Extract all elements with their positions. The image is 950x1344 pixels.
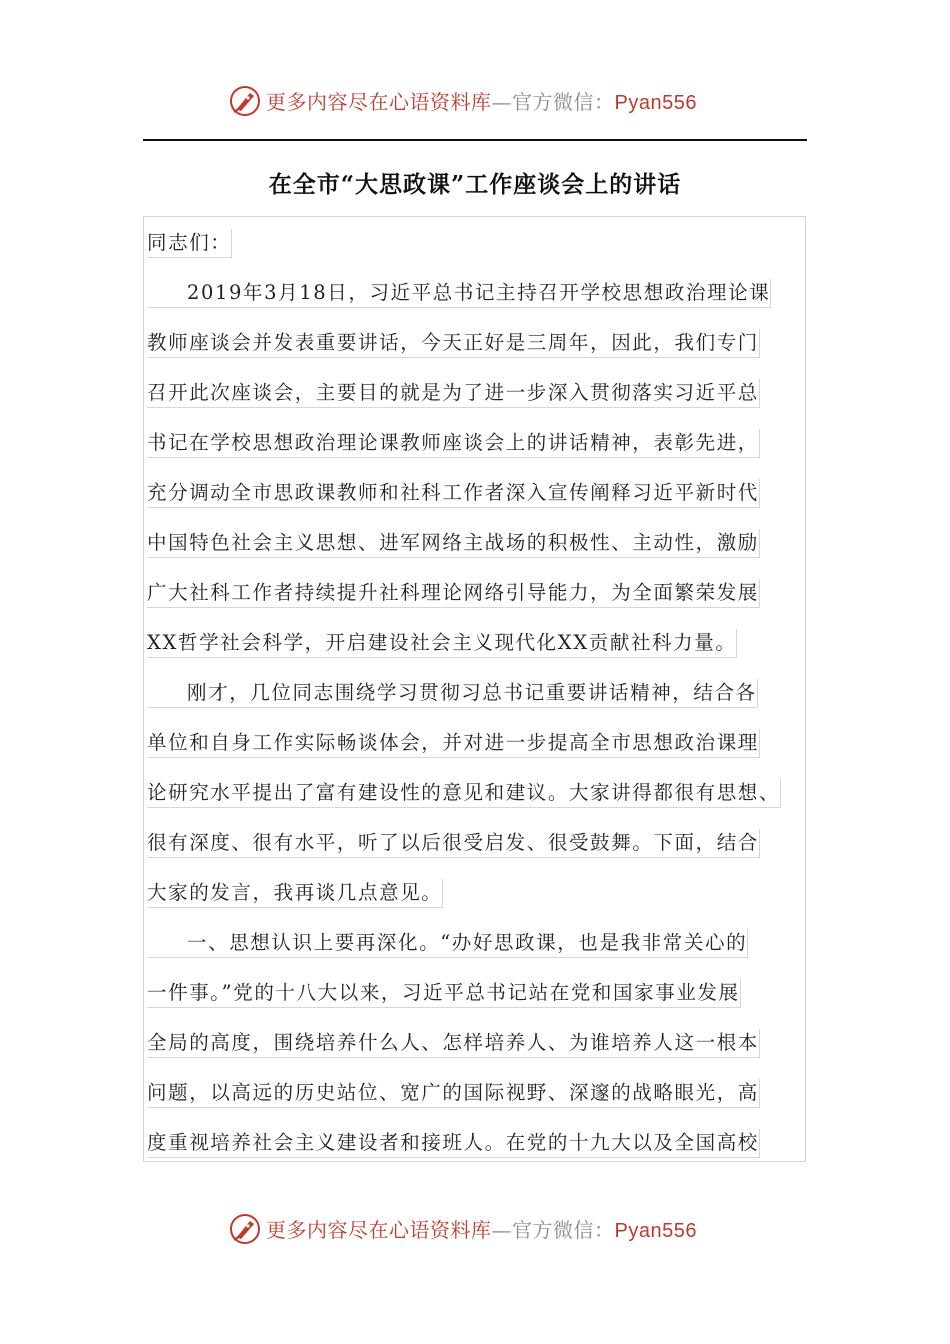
text-line: 同志们： [147, 229, 232, 258]
text-line: 大家的发言，我再谈几点意见。 [147, 879, 443, 908]
text-line: 刚才，几位同志围绕学习贯彻习总书记重要讲话精神，结合各 [147, 679, 758, 708]
text-line: 广大社科工作者持续提升社科理论网络引导能力，为全面繁荣发展 [147, 579, 760, 608]
text-line: 一、思想认识上要再深化。“办好思政课，也是我非常关心的 [147, 929, 748, 958]
text-line: 书记在学校思想政治理论课教师座谈会上的讲话精神，表彰先进， [147, 429, 760, 458]
banner-text [266, 89, 697, 116]
text-line: 论研究水平提出了富有建设性的意见和建议。大家讲得都很有思想、 [147, 779, 781, 808]
document-title: 在全市“大思政课”工作座谈会上的讲话 [268, 171, 682, 198]
text-line: 召开此次座谈会，主要目的就是为了进一步深入贯彻落实习近平总 [147, 379, 760, 408]
banner-wechat-label: 官方微信： [512, 90, 615, 114]
text-line: 全局的高度，围绕培养什么人、怎样培养人、为谁培养人这一根本 [147, 1029, 760, 1058]
text-line: 一件事。”党的十八大以来，习近平总书记站在党和国家事业发展 [147, 979, 741, 1008]
banner-wechat-id: Pyan556 [614, 1220, 697, 1242]
text-line: 单位和自身工作实际畅谈体会，并对进一步提高全市思想政治课理 [147, 729, 760, 758]
pen-nib-logo-icon [228, 1212, 262, 1246]
text-line: XX哲学社会科学，开启建设社会主义现代化XX贡献社科力量。 [147, 629, 737, 658]
banner-text [266, 1217, 697, 1244]
text-line: 教师座谈会并发表重要讲话，今天正好是三周年，因此，我们专门 [147, 329, 760, 358]
footer-banner [0, 1208, 950, 1252]
header-divider [143, 139, 807, 141]
text-line: 问题，以高远的历史站位、宽广的国际视野、深邃的战略眼光，高 [147, 1079, 760, 1108]
banner-site-text: 更多内容尽在心语资料库 [266, 1218, 492, 1242]
banner-wechat-label: 官方微信： [512, 1218, 615, 1242]
banner-dash: — [491, 1218, 512, 1242]
text-line: 很有深度、很有水平，听了以后很受启发、很受鼓舞。下面，结合 [147, 829, 760, 858]
text-line: 充分调动全市思政课教师和社科工作者深入宣传阐释习近平新时代 [147, 479, 760, 508]
banner-wechat-id: Pyan556 [614, 92, 697, 114]
banner-site-text: 更多内容尽在心语资料库 [266, 90, 492, 114]
text-line: 2019年3月18日，习近平总书记主持召开学校思想政治理论课 [147, 279, 771, 308]
text-line: 中国特色社会主义思想、进军网络主战场的积极性、主动性，激励 [147, 529, 760, 558]
pen-nib-logo-icon [228, 84, 262, 118]
banner-dash: — [491, 90, 512, 114]
text-line: 度重视培养社会主义建设者和接班人。在党的十九大以及全国高校 [147, 1129, 760, 1158]
header-banner [0, 80, 950, 124]
